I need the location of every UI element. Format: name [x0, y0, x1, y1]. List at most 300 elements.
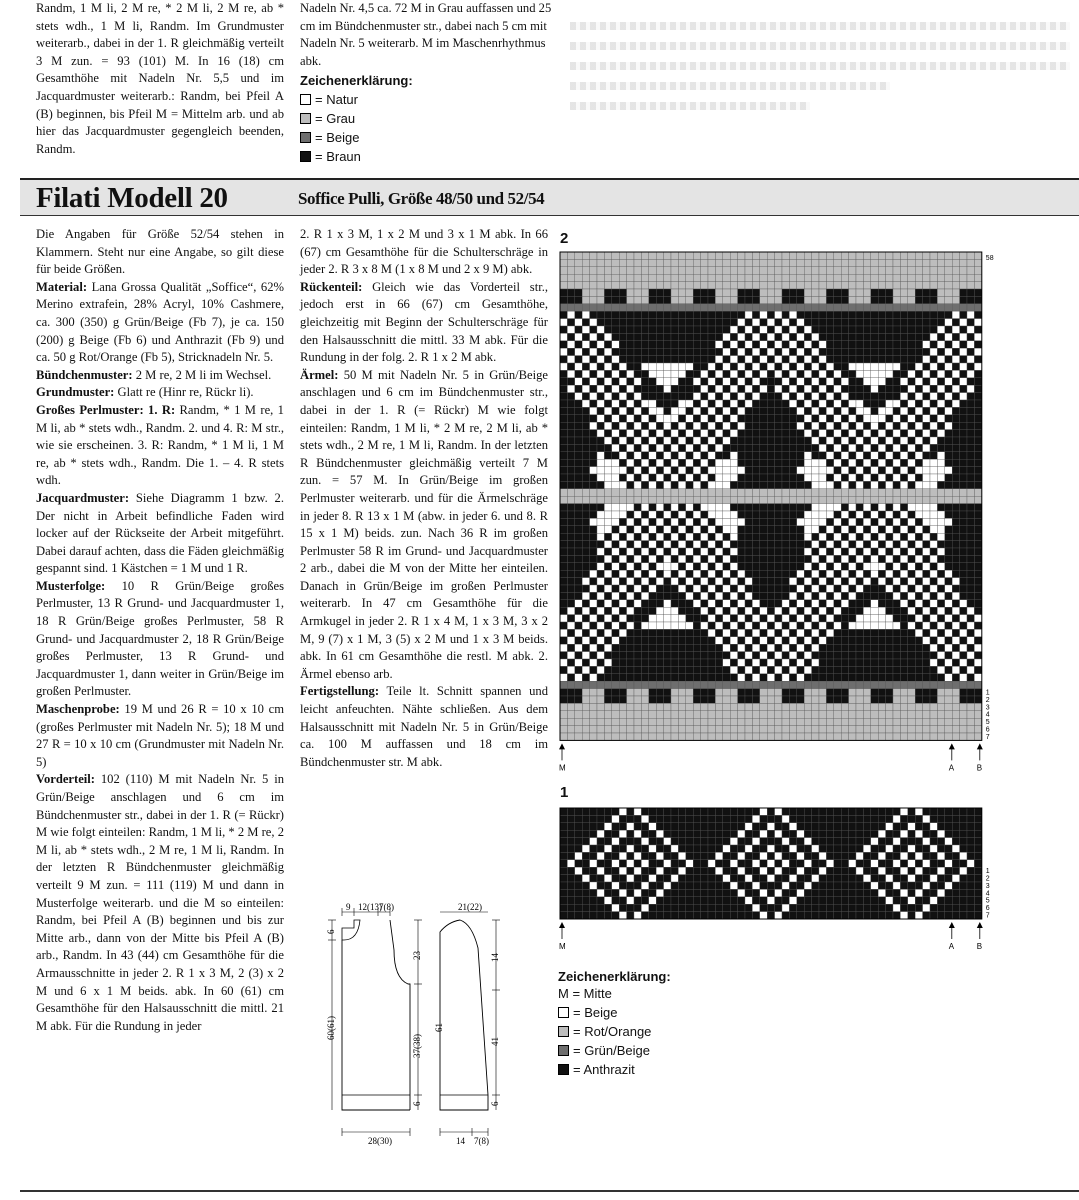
grid-cell: [604, 703, 611, 710]
grid-cell: [878, 370, 885, 377]
grid-cell: [590, 296, 597, 303]
grid-cell: [738, 422, 745, 429]
grid-cell: [952, 533, 959, 540]
grid-cell: [797, 659, 804, 666]
grid-cell: [960, 666, 967, 673]
grid-cell: [900, 875, 907, 882]
grid-cell: [908, 267, 915, 274]
grid-cell: [627, 615, 634, 622]
grid-cell: [693, 830, 700, 837]
grid-cell: [797, 852, 804, 859]
grid-cell: [723, 459, 730, 466]
grid-cell: [974, 496, 981, 503]
grid-cell: [715, 437, 722, 444]
grid-cell: [952, 474, 959, 481]
grid-cell: [671, 637, 678, 644]
grid-cell: [730, 897, 737, 904]
grid-cell: [893, 437, 900, 444]
grid-cell: [871, 629, 878, 636]
grid-cell: [678, 282, 685, 289]
grid-cell: [723, 444, 730, 451]
grid-cell: [775, 622, 782, 629]
grid-cell: [656, 504, 663, 511]
grid-cell: [715, 703, 722, 710]
grid-cell: [641, 378, 648, 385]
grid-cell: [974, 578, 981, 585]
grid-cell: [693, 526, 700, 533]
grid-cell: [886, 467, 893, 474]
grid-cell: [960, 681, 967, 688]
grid-cell: [841, 370, 848, 377]
grid-cell: [775, 823, 782, 830]
grid-cell: [834, 852, 841, 859]
grid-cell: [730, 326, 737, 333]
grid-cell: [664, 356, 671, 363]
grid-cell: [819, 578, 826, 585]
grid-cell: [915, 904, 922, 911]
legend-item: [300, 109, 562, 128]
grid-cell: [604, 622, 611, 629]
grid-cell: [664, 808, 671, 815]
grid-cell: [730, 548, 737, 555]
grid-cell: [960, 430, 967, 437]
grid-cell: [797, 733, 804, 740]
grid-cell: [582, 860, 589, 867]
grid-cell: [812, 674, 819, 681]
grid-cell: [782, 570, 789, 577]
grid-cell: [782, 600, 789, 607]
grid-cell: [900, 696, 907, 703]
grid-cell: [952, 452, 959, 459]
grid-cell: [812, 570, 819, 577]
grid-cell: [834, 592, 841, 599]
grid-cell: [649, 912, 656, 919]
grid-cell: [782, 652, 789, 659]
grid-cell: [715, 348, 722, 355]
grid-cell: [708, 904, 715, 911]
grid-cell: [715, 852, 722, 859]
grid-cell: [678, 726, 685, 733]
grid-cell: [627, 629, 634, 636]
grid-cell: [841, 348, 848, 355]
grid-cell: [952, 607, 959, 614]
grid-cell: [789, 296, 796, 303]
grid-cell: [567, 823, 574, 830]
grid-cell: [634, 400, 641, 407]
grid-cell: [952, 444, 959, 451]
grid-cell: [634, 415, 641, 422]
grid-cell: [974, 430, 981, 437]
grid-cell: [819, 563, 826, 570]
grid-cell: [560, 703, 567, 710]
grid-cell: [841, 267, 848, 274]
grid-cell: [604, 289, 611, 296]
grid-cell: [627, 541, 634, 548]
grid-cell: [960, 578, 967, 585]
legend-label: = Anthrazit: [573, 1062, 635, 1077]
grid-cell: [693, 474, 700, 481]
grid-cell: [863, 378, 870, 385]
grid-cell: [819, 393, 826, 400]
grid-cell: [664, 711, 671, 718]
grid-cell: [863, 282, 870, 289]
grid-cell: [678, 867, 685, 874]
grid-cell: [841, 904, 848, 911]
grid-cell: [789, 875, 796, 882]
grid-cell: [715, 733, 722, 740]
grid-cell: [812, 252, 819, 259]
grid-cell: [701, 703, 708, 710]
grid-cell: [686, 430, 693, 437]
grid-cell: [582, 689, 589, 696]
grid-cell: [974, 481, 981, 488]
grid-cell: [893, 533, 900, 540]
grid-cell: [960, 311, 967, 318]
grid-cell: [826, 533, 833, 540]
grid-cell: [567, 474, 574, 481]
grid-cell: [678, 481, 685, 488]
grid-cell: [760, 637, 767, 644]
grid-cell: [900, 267, 907, 274]
grid-cell: [597, 430, 604, 437]
grid-cell: [893, 452, 900, 459]
grid-cell: [597, 452, 604, 459]
grid-cell: [841, 296, 848, 303]
legend-item: [558, 1003, 758, 1022]
grid-cell: [664, 585, 671, 592]
grid-cell: [619, 860, 626, 867]
grid-cell: [923, 282, 930, 289]
grid-cell: [671, 904, 678, 911]
grid-cell: [752, 815, 759, 822]
grid-cell: [723, 304, 730, 311]
grid-cell: [627, 452, 634, 459]
paragraph-text: 50 M mit Nadeln Nr. 5 in Grün/Beige anschlagen und 6 cm im Bündchenmuster str., dabei in der 1. R (= Rückr) M wie folgt einteilen: Randm, 1 M li, * 2 M re, 2 M li, ab * stets wdh., 2 M re, 1 M li, Randm. In der letzten R Bündchenmuster gleichmäßig verteilt 7 M zun. = 57 M. In Grün/Beige im großen Perlmuster weiterarb. und für die Ärmelschräge in jeder 8. R 13 x 1 M (abw. in jeder 6. und 8. R 15 x 1 M) beids. zun. Nach 36 R im großen Perlmuster 58 R im Grund- und Jacquardmuster 2 arb., dabei die M von der Mitte her einteilen. Danach in Grün/Beige im großen Perlmuster weiterarb. In 47 cm Gesamthöhe für die Armkugel in jeder 2. R 1 x 4 M, 1 x 3 M, 3 x 2 M, 9 (7) x 1 M, 3 (5) x 2 M und 1 x 3 M beids. abk. In 61 cm Gesamthöhe die restl. M abk. 2. Ärmel ebenso arb.: [300, 367, 548, 681]
grid-cell: [849, 407, 856, 414]
grid-cell: [849, 282, 856, 289]
sleeve-b2: 7(8): [474, 1136, 489, 1146]
grid-cell: [752, 838, 759, 845]
grid-cell: [760, 548, 767, 555]
grid-cell: [841, 459, 848, 466]
grid-cell: [612, 333, 619, 340]
grid-cell: [634, 733, 641, 740]
grid-cell: [767, 711, 774, 718]
grid-cell: [826, 592, 833, 599]
grid-cell: [960, 319, 967, 326]
grid-cell: [582, 622, 589, 629]
grid-cell: [590, 489, 597, 496]
grid-cell: [849, 259, 856, 266]
grid-cell: [797, 622, 804, 629]
grid-cell: [752, 696, 759, 703]
grid-cell: [738, 897, 745, 904]
grid-cell: [738, 459, 745, 466]
grid-cell: [878, 823, 885, 830]
grid-cell: [886, 422, 893, 429]
grid-cell: [804, 548, 811, 555]
grid-cell: [797, 548, 804, 555]
grid-cell: [797, 393, 804, 400]
grid-cell: [627, 422, 634, 429]
grid-cell: [797, 282, 804, 289]
grid-cell: [863, 838, 870, 845]
grid-cell: [760, 348, 767, 355]
grid-cell: [656, 570, 663, 577]
grid-cell: [886, 504, 893, 511]
grid-cell: [597, 578, 604, 585]
grid-cell: [597, 860, 604, 867]
grid-cell: [915, 326, 922, 333]
grid-cell: [804, 311, 811, 318]
grid-cell: [745, 615, 752, 622]
grid-cell: [937, 348, 944, 355]
grid-cell: [590, 875, 597, 882]
grid-cell: [878, 711, 885, 718]
grid-cell: [693, 541, 700, 548]
grid-cell: [575, 570, 582, 577]
grid-cell: [752, 430, 759, 437]
grid-cell: [738, 311, 745, 318]
grid-cell: [767, 726, 774, 733]
grid-cell: [597, 400, 604, 407]
grid-cell: [797, 400, 804, 407]
grid-cell: [612, 422, 619, 429]
grid-cell: [908, 644, 915, 651]
grid-cell: [819, 341, 826, 348]
grid-cell: [582, 430, 589, 437]
grid-cell: [886, 897, 893, 904]
grid-cell: [960, 400, 967, 407]
grid-cell: [693, 326, 700, 333]
grid-cell: [960, 467, 967, 474]
grid-cell: [597, 311, 604, 318]
grid-cell: [686, 912, 693, 919]
grid-cell: [752, 533, 759, 540]
grid-cell: [656, 422, 663, 429]
grid-cell: [937, 830, 944, 837]
grid-cell: [612, 385, 619, 392]
grid-cell: [649, 823, 656, 830]
grid-cell: [871, 304, 878, 311]
grid-cell: [871, 600, 878, 607]
grid-cell: [678, 808, 685, 815]
grid-cell: [671, 718, 678, 725]
grid-cell: [856, 555, 863, 562]
grid-cell: [960, 637, 967, 644]
grid-cell: [930, 666, 937, 673]
grid-cell: [664, 607, 671, 614]
grid-cell: [812, 259, 819, 266]
grid-cell: [730, 259, 737, 266]
grid-cell: [945, 319, 952, 326]
grid-cell: [886, 852, 893, 859]
row-number: 7: [985, 733, 990, 741]
grid-cell: [723, 659, 730, 666]
grid-cell: [886, 659, 893, 666]
grid-cell: [923, 585, 930, 592]
grid-cell: [634, 356, 641, 363]
grid-cell: [878, 889, 885, 896]
grid-cell: [619, 666, 626, 673]
grid-cell: [841, 815, 848, 822]
grid-cell: [952, 341, 959, 348]
grid-cell: [923, 718, 930, 725]
grid-cell: [604, 555, 611, 562]
grid-cell: [649, 363, 656, 370]
grid-cell: [952, 378, 959, 385]
grid-cell: [819, 852, 826, 859]
grid-cell: [745, 407, 752, 414]
grid-cell: [760, 400, 767, 407]
grid-cell: [701, 570, 708, 577]
grid-cell: [745, 437, 752, 444]
grid-cell: [715, 622, 722, 629]
grid-cell: [908, 370, 915, 377]
grid-cell: [715, 808, 722, 815]
grid-cell: [974, 703, 981, 710]
grid-cell: [560, 467, 567, 474]
grid-cell: [649, 481, 656, 488]
grid-cell: [871, 341, 878, 348]
grid-cell: [604, 370, 611, 377]
grid-cell: [775, 711, 782, 718]
grid-cell: [649, 504, 656, 511]
grid-cell: [649, 319, 656, 326]
grid-cell: [841, 400, 848, 407]
grid-cell: [974, 259, 981, 266]
grid-cell: [656, 696, 663, 703]
page-subtitle: Soffice Pulli, Größe 48/50 und 52/54: [298, 189, 545, 208]
grid-cell: [930, 548, 937, 555]
grid-cell: [604, 356, 611, 363]
grid-cell: [738, 385, 745, 392]
grid-cell: [797, 904, 804, 911]
grid-cell: [834, 570, 841, 577]
grid-cell: [567, 882, 574, 889]
grid-cell: [908, 674, 915, 681]
grid-cell: [871, 430, 878, 437]
grid-cell: [619, 652, 626, 659]
grid-cell: [849, 341, 856, 348]
grid-cell: [826, 363, 833, 370]
grid-cell: [686, 622, 693, 629]
grid-cell: [627, 875, 634, 882]
legend-item: [300, 128, 562, 147]
grid-cell: [612, 622, 619, 629]
paragraph: [300, 279, 548, 367]
grid-cell: [760, 703, 767, 710]
paragraph: [300, 683, 548, 771]
grid-cell: [908, 415, 915, 422]
grid-cell: [634, 304, 641, 311]
grid-cell: [701, 637, 708, 644]
grid-cell: [819, 489, 826, 496]
grid-cell: [738, 644, 745, 651]
grid-cell: [789, 696, 796, 703]
grid-cell: [567, 437, 574, 444]
grid-cell: [612, 845, 619, 852]
grid-cell: [789, 370, 796, 377]
grid-cell: [886, 430, 893, 437]
grid-cell: [886, 356, 893, 363]
grid-cell: [745, 481, 752, 488]
grid-cell: [752, 289, 759, 296]
grid-cell: [686, 592, 693, 599]
grid-cell: [649, 378, 656, 385]
grid-cell: [960, 289, 967, 296]
grid-cell: [893, 415, 900, 422]
grid-cell: [952, 489, 959, 496]
grid-cell: [678, 815, 685, 822]
grid-cell: [952, 578, 959, 585]
grid-cell: [730, 711, 737, 718]
grid-cell: [612, 852, 619, 859]
grid-cell: [863, 356, 870, 363]
grid-cell: [871, 696, 878, 703]
grid-cell: [812, 615, 819, 622]
grid-cell: [590, 481, 597, 488]
grid-cell: [760, 459, 767, 466]
grid-cell: [693, 815, 700, 822]
grid-cell: [745, 674, 752, 681]
grid-cell: [819, 808, 826, 815]
grid-cell: [967, 815, 974, 822]
grid-cell: [723, 311, 730, 318]
grid-cell: [841, 666, 848, 673]
grid-cell: [701, 733, 708, 740]
grid-cell: [856, 629, 863, 636]
grid-cell: [664, 415, 671, 422]
grid-cell: [760, 356, 767, 363]
grid-cell: [819, 882, 826, 889]
grid-cell: [701, 875, 708, 882]
grid-cell: [708, 363, 715, 370]
grid-cell: [834, 363, 841, 370]
grid-cell: [834, 333, 841, 340]
grid-cell: [878, 400, 885, 407]
grid-cell: [849, 444, 856, 451]
grid-cell: [730, 385, 737, 392]
grid-cell: [923, 823, 930, 830]
grid-cell: [900, 830, 907, 837]
grid-cell: [967, 733, 974, 740]
grid-cell: [745, 600, 752, 607]
grid-cell: [952, 718, 959, 725]
legend-item: [558, 984, 758, 1003]
grid-cell: [738, 511, 745, 518]
grid-cell: [693, 311, 700, 318]
grid-cell: [604, 282, 611, 289]
sleeve-h4: 6: [490, 1101, 500, 1106]
grid-cell: [826, 696, 833, 703]
grid-cell: [797, 838, 804, 845]
grid-cell: [893, 666, 900, 673]
grid-cell: [678, 600, 685, 607]
grid-cell: [760, 489, 767, 496]
grid-cell: [575, 526, 582, 533]
grid-cell: [767, 718, 774, 725]
grid-cell: [908, 666, 915, 673]
grid-cell: [923, 845, 930, 852]
grid-cell: [767, 652, 774, 659]
grid-cell: [738, 518, 745, 525]
grid-cell: [627, 333, 634, 340]
grid-cell: [693, 548, 700, 555]
grid-cell: [871, 363, 878, 370]
grid-cell: [930, 912, 937, 919]
grid-cell: [826, 341, 833, 348]
